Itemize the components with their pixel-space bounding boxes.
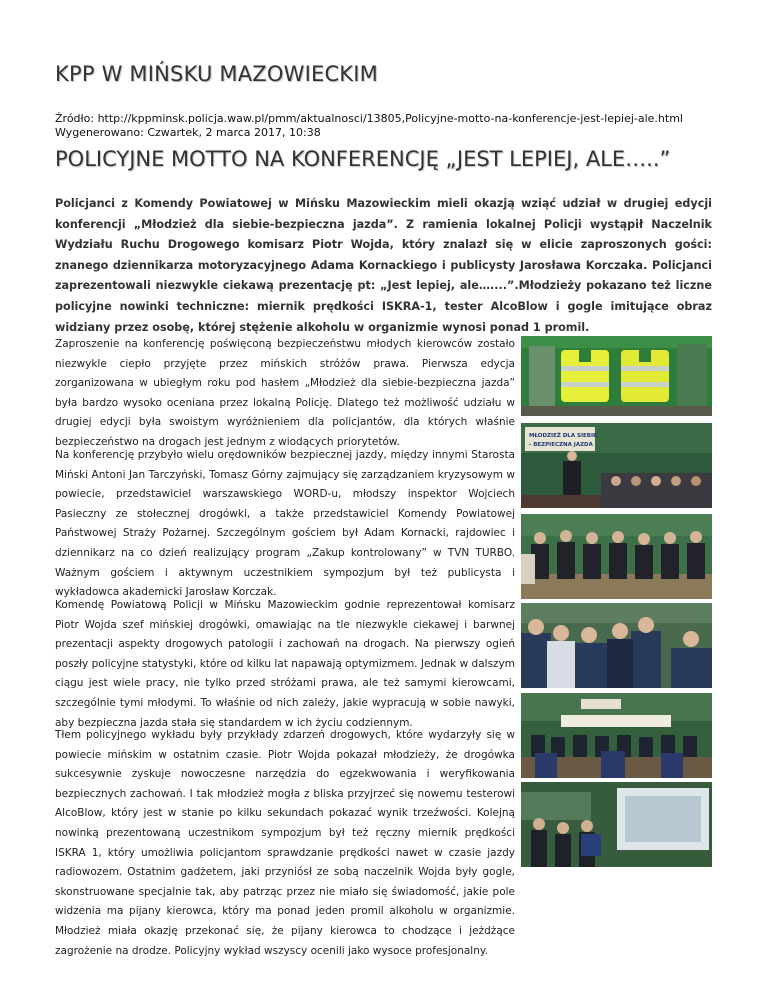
photo-conference-hall (521, 693, 712, 778)
article-title: POLICYJNE MOTTO NA KONFERENCJĘ „JEST LEPIEJ, ALE…..” (55, 147, 671, 171)
page-meta (55, 112, 683, 140)
generated-date: Wygenerowano: Czwartek, 2 marca 2017, 10:38 (55, 126, 321, 139)
photo-speaker-banner (521, 423, 712, 508)
article-lead: Policjanci z Komendy Powiatowej w Mińsku Mazowieckim mieli okazją wziąć udział w drugiej edycji konferencji „Młodzież dla siebie-bezpieczna jazda”. Z ramienia lokalnej Policji wystąpił Naczelnik Wydziału Ruchu Drogowego komisarz Piotr Wojda, który znalazł się w elicie zaproszonych gości: znanego dziennikarza motoryzacyjnego Adama Kornackiego i publicysty Jarosława Korczaka. Policjanci zaprezentowali niezwykle ciekawą prezentację pt: „Jest lepiej, ale…....”.Młodzieży pokazano też liczne policyjne nowinki techniczne: miernik prędkości ISKRA-1, tester AlcoBlow i gogle imitujące obraz widziany przez osobę, której stężenie alkoholu w organizmie wynosi ponad 1 promil. (55, 197, 712, 334)
photo-audience-guests (521, 514, 712, 599)
photo-projector-presentation (521, 782, 712, 867)
article-paragraph: Na konferencję przybyło wielu orędowników bezpiecznej jazdy, między innymi Starosta Miński Antoni Jan Tarczyński, Tomasz Górny zajmujący się zarządzaniem kryzysowym w powiecie, przedstawiciel warszawskiego WORD-u, młodszy inspektor Wojciech Pasieczny ze stołecznej drogówki, a także przedstawiciel Komendy Powiatowej Państwowej Straży Pożarnej. Szczególnym gościem był Adam Kornacki, rajdowiec i dziennikarz na co dzień realizujący program „Zakup kontrolowany” w TVN TURBO. Ważnym gościem i aktywnym uczestnikiem sympozjum był też publicysta i wykładowca akademicki Jarosław Korczak. (55, 449, 515, 599)
svg-text:- BEZPIECZNA JAZDA: - BEZPIECZNA JAZDA (529, 442, 593, 448)
site-title: KPP W MIŃSKU MAZOWIECKIM (55, 62, 378, 86)
photo-reflective-vests (521, 336, 712, 416)
article-paragraph: Tłem policyjnego wykładu były przykłady zdarzeń drogowych, które wydarzyły się w powiecie mińskim w ostatnim czasie. Piotr Wojda pokazał młodzieży, że drogówka sukcesywnie zyskuje nowoczesne narzędzia do egzekwowania i weryfikowania bezpiecznych zachowań. I tak młodzież mogła z bliska przyjrzeć się nowemu testerowi AlcoBlow, który jest w stanie po kilku sekundach pokazać wynik trzeźwości. Kolejną nowinką prezentowaną uczestnikom sympozjum był też ręczny miernik prędkości ISKRA 1, który umożliwia policjantom sprawdzanie prędkości nawet w czasie jazdy radiowozem. Ostatnim gadżetem, jaki przyniósł ze sobą naczelnik Wojda były gogle, skonstruowane specjalnie tak, aby patrząc przez nie miało się świadomość, jakie pole widzenia ma pijany kierowca, który ma ponad jeden promil alkoholu w organizmie. Młodzież miała okazję przekonać się, że pijany kierowca to chodzące i jeżdżące zagrożenie na drodze. Policyjny wykład wszyscy ocenili jako wysoce profesjonalny. (55, 729, 515, 957)
article-paragraph: Komendę Powiatową Policji w Mińsku Mazowieckim godnie reprezentował komisarz Piotr Wojda szef mińskiej drogówki, omawiając na tle niezwykle ciekawej i barwnej prezentacji aspekty drogowych patologii i zachowań na drogach. Na pierwszy ogień poszły policyjne statystyki, które od kilku lat napawają optymizmem. Jednak w dalszym ciągu jest wiele pracy, nie tylko przed stróżami prawa, ale też samymi kierowcami, szczególnie tymi młodymi. To właśnie od nich zależy, jakie wypracują w sobie nawyki, aby bezpieczna jazda stała się standardem w ich życiu codziennym. (55, 599, 515, 729)
banner-text: MŁODZIEŻ DLA SIEBIE (529, 433, 597, 439)
source-url[interactable]: Źródło: http://kppminsk.policja.waw.pl/pmm/aktualnosci/13805,Policyjne-motto-na-konferencje-jest-lepiej-ale.html (55, 112, 683, 125)
photo-students-officer (521, 603, 712, 688)
article-paragraph: Zaproszenie na konferencję poświęconą bezpieczeństwu młodych kierowców zostało niezwykle ciepło przyjęte przez mińskich stróżów prawa. Pierwsza edycja zorganizowana w ubiegłym roku pod hasłem „Młodzież dla siebie-bezpieczna jazda” była bardzo wysoko oceniana przez lokalną Policję. Dlatego też możliwość udziału w drugiej edycji była swoistym wyróżnieniem dla policjantów, dla których właśnie bezpieczeństwo na drogach jest jednym z wiodących priorytetów. (55, 338, 515, 448)
